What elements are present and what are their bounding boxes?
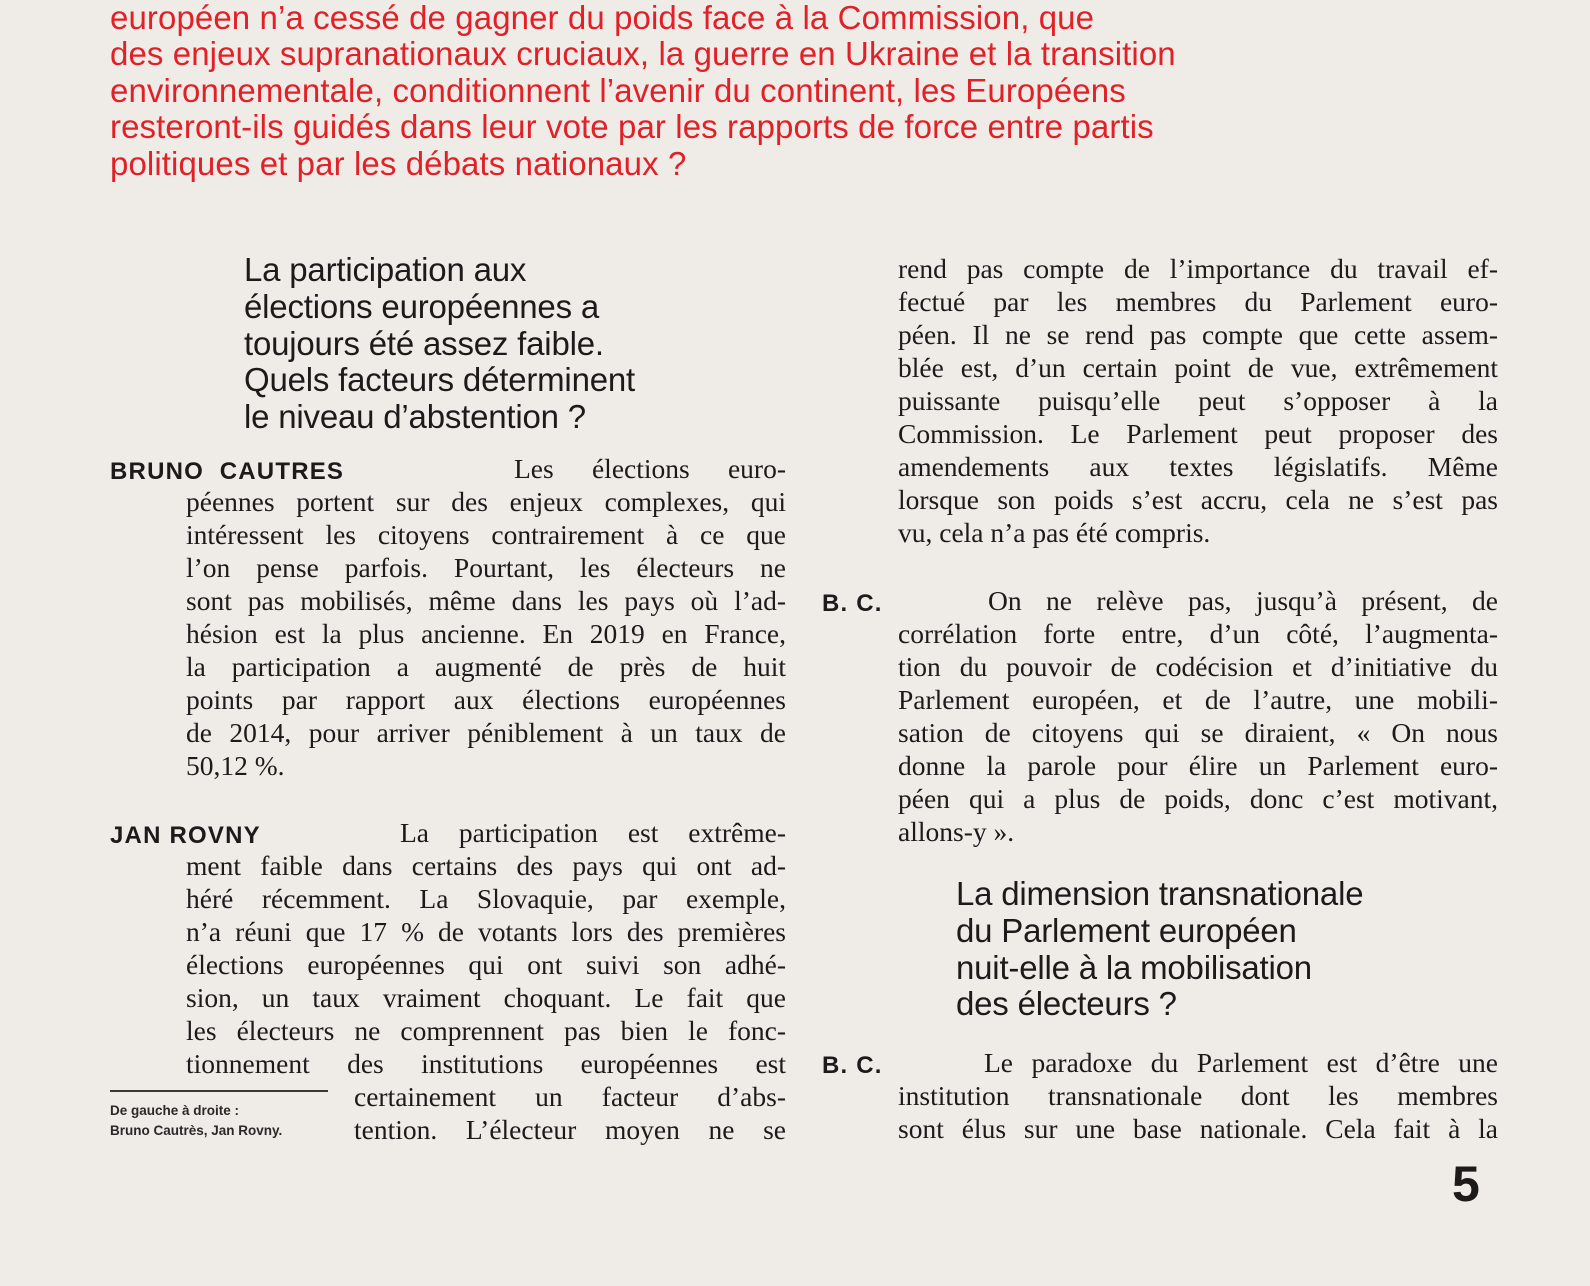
- answer-line: vu, cela n’a pas été compris.: [898, 517, 1211, 548]
- interview-question: [244, 252, 635, 436]
- answer-line: péen qui a plus de poids, donc c’est motivant,: [898, 783, 1498, 814]
- question-line: La dimension transnationale: [956, 875, 1364, 912]
- question-line: le niveau d’abstention ?: [244, 398, 586, 436]
- answer-line: les électeurs ne comprennent pas bien le fonc-: [186, 1015, 786, 1046]
- intro-standfirst: [110, 0, 1490, 182]
- answer-line: de 2014, pour arriver péniblement à un taux de: [186, 717, 786, 748]
- answer-first-line: On ne relève pas, jusqu’à présent, de: [988, 585, 1498, 616]
- question-line: toujours été assez faible.: [244, 324, 604, 362]
- answer-first-line: Le paradoxe du Parlement est d’être une: [984, 1047, 1498, 1078]
- intro-line: politiques et par les débats nationaux ?: [110, 144, 687, 182]
- photo-caption: [110, 1101, 282, 1141]
- answer-line: tionnement des institutions européennes est: [186, 1048, 786, 1079]
- answer-line: points par rapport aux élections européennes: [186, 684, 786, 715]
- answer-line: Commission. Le Parlement peut proposer des: [898, 418, 1498, 449]
- answer-bc-2: [822, 1046, 1498, 1145]
- answer-line: allons-y ».: [898, 816, 1015, 847]
- caption-divider: [110, 1090, 328, 1092]
- question-line: des électeurs ?: [956, 985, 1177, 1023]
- speaker-name: BRUNO CAUTRES: [110, 458, 345, 485]
- answer-line: péennes portent sur des enjeux complexes, qui: [186, 486, 786, 517]
- answer-line: fectué par les membres du Parlement euro-: [898, 286, 1498, 317]
- speaker-name: JAN ROVNY: [110, 822, 261, 849]
- answer-line: la participation a augmenté de près de huit: [186, 651, 786, 682]
- answer-line: ment faible dans certains des pays qui ont ad-: [186, 850, 786, 881]
- caption-line: Bruno Cautrès, Jan Rovny.: [110, 1123, 283, 1138]
- answer-line: Parlement européen, et de l’autre, une mobili-: [898, 684, 1498, 715]
- answer-first-line: Les élections euro-: [514, 453, 786, 484]
- question-line: élections européennes a: [244, 287, 600, 325]
- answer-line: corrélation forte entre, d’un côté, l’augmenta-: [898, 618, 1498, 649]
- answer-line: sont pas mobilisés, même dans les pays où l’ad-: [186, 585, 786, 616]
- caption-line: De gauche à droite :: [110, 1103, 240, 1118]
- answer-jan-rovny: [110, 816, 786, 1146]
- answer-line: tion du pouvoir de codécision et d’initiative du: [898, 651, 1498, 682]
- answer-line: amendements aux textes législatifs. Même: [898, 451, 1498, 482]
- answer-bruno-cautres: [110, 452, 786, 782]
- answer-line: rend pas compte de l’importance du travail ef-: [898, 253, 1498, 284]
- intro-line: resteront-ils guidés dans leur vote par les rapports de force entre partis: [110, 108, 1154, 146]
- answer-line: tention. L’électeur moyen ne se: [354, 1114, 786, 1145]
- intro-line: européen n’a cessé de gagner du poids face à la Commission, que: [110, 0, 1095, 36]
- answer-line: sation de citoyens qui se diraient, « On nous: [898, 717, 1498, 748]
- answer-line: sont élus sur une base nationale. Cela fait à la: [898, 1113, 1498, 1144]
- answer-line: sion, un taux vraiment choquant. Le fait que: [186, 982, 786, 1013]
- question-line: du Parlement européen: [956, 911, 1297, 949]
- intro-line: environnementale, conditionnent l’avenir du continent, les Européens: [110, 71, 1126, 109]
- speaker-initials: B. C.: [822, 590, 883, 617]
- page-number: 5: [1452, 1156, 1480, 1212]
- answer-first-line: La participation est extrême-: [400, 817, 786, 848]
- intro-line: des enjeux supranationaux cruciaux, la guerre en Ukraine et la transition: [110, 35, 1176, 73]
- speaker-initials: B. C.: [822, 1052, 883, 1079]
- question-line: Quels facteurs déterminent: [244, 361, 635, 399]
- answer-line: élections européennes qui ont suivi son adhé-: [186, 949, 786, 980]
- answer-line: n’a réuni que 17 % de votants lors des premières: [186, 916, 786, 947]
- answer-line: puissante puisqu’elle peut s’opposer à la: [898, 385, 1498, 416]
- answer-continuation: [898, 252, 1498, 549]
- answer-line: blée est, d’un certain point de vue, extrêmement: [898, 352, 1498, 383]
- answer-line: intéressent les citoyens contrairement à ce que: [186, 519, 786, 550]
- answer-bc-1: [822, 584, 1498, 848]
- answer-line: certainement un facteur d’abs-: [354, 1081, 786, 1112]
- answer-line: 50,12 %.: [186, 750, 285, 781]
- answer-line: donne la parole pour élire un Parlement euro-: [898, 750, 1498, 781]
- answer-line: l’on pense parfois. Pourtant, les électeurs ne: [186, 552, 786, 583]
- answer-line: lorsque son poids s’est accru, cela ne s’est pas: [898, 484, 1498, 515]
- question-line: nuit-elle à la mobilisation: [956, 948, 1312, 986]
- answer-line: héré récemment. La Slovaquie, par exemple,: [186, 883, 786, 914]
- answer-line: institution transnationale dont les membres: [898, 1080, 1498, 1111]
- question-line: La participation aux: [244, 251, 527, 288]
- interview-question: [956, 876, 1363, 1023]
- answer-line: péen. Il ne se rend pas compte que cette assem-: [898, 319, 1498, 350]
- answer-line: hésion est la plus ancienne. En 2019 en France,: [186, 618, 786, 649]
